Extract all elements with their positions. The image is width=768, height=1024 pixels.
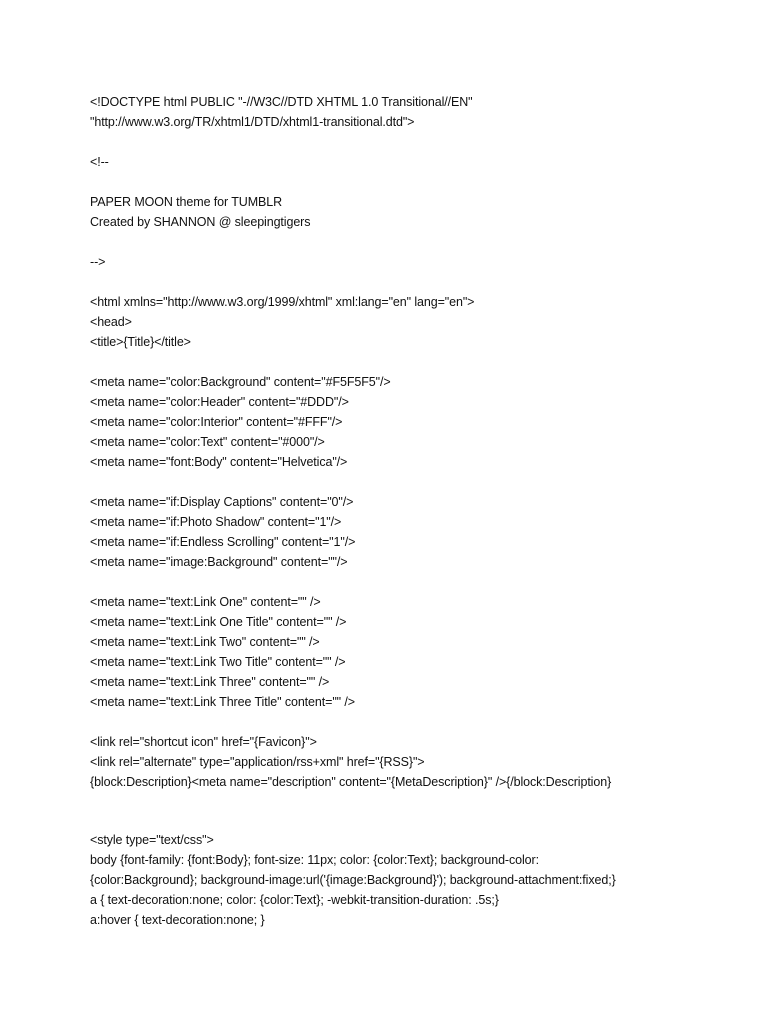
- code-listing: [90, 92, 750, 930]
- blank-line: [90, 132, 750, 152]
- code-line: <meta name="if:Display Captions" content="0"/>: [90, 495, 354, 509]
- code-line: <html xmlns="http://www.w3.org/1999/xhtml" xml:lang="en" lang="en">: [90, 295, 475, 309]
- code-line: <meta name="text:Link Two" content="" />: [90, 635, 320, 649]
- code-line: <meta name="font:Body" content="Helvetica"/>: [90, 455, 348, 469]
- code-line: <meta name="text:Link Two Title" content="" />: [90, 655, 346, 669]
- blank-line: [90, 172, 750, 192]
- code-line: <link rel="alternate" type="application/rss+xml" href="{RSS}">: [90, 755, 425, 769]
- blank-line: [90, 352, 750, 372]
- code-line: <!--: [90, 155, 109, 169]
- code-line: a { text-decoration:none; color: {color:Text}; -webkit-transition-duration: .5s;}: [90, 893, 499, 907]
- code-line: <meta name="if:Photo Shadow" content="1"/>: [90, 515, 342, 529]
- blank-line: [90, 712, 750, 732]
- code-line: <meta name="text:Link Three Title" content="" />: [90, 695, 355, 709]
- code-line: Created by SHANNON @ sleepingtigers: [90, 215, 311, 229]
- code-line: {color:Background}; background-image:url('{image:Background}'); background-attachment:fixed;}: [90, 873, 616, 887]
- code-line: <link rel="shortcut icon" href="{Favicon}">: [90, 735, 317, 749]
- code-line: <title>{Title}</title>: [90, 335, 191, 349]
- code-line: PAPER MOON theme for TUMBLR: [90, 195, 283, 209]
- code-line: <meta name="color:Text" content="#000"/>: [90, 435, 325, 449]
- code-line: <meta name="text:Link One Title" content="" />: [90, 615, 347, 629]
- code-line: <style type="text/css">: [90, 833, 214, 847]
- blank-line: [90, 572, 750, 592]
- code-line: body {font-family: {font:Body}; font-size: 11px; color: {color:Text}; background-color:: [90, 853, 539, 867]
- code-line: <!DOCTYPE html PUBLIC "-//W3C//DTD XHTML 1.0 Transitional//EN": [90, 95, 473, 109]
- code-line: <meta name="color:Interior" content="#FFF"/>: [90, 415, 343, 429]
- code-line: -->: [90, 255, 106, 269]
- code-line: a:hover { text-decoration:none; }: [90, 913, 265, 927]
- blank-line: [90, 232, 750, 252]
- code-line: {block:Description}<meta name="description" content="{MetaDescription}" />{/block:Description}: [90, 775, 612, 789]
- code-line: <meta name="if:Endless Scrolling" content="1"/>: [90, 535, 356, 549]
- code-line: <meta name="color:Header" content="#DDD"/>: [90, 395, 349, 409]
- code-line: <meta name="text:Link Three" content="" />: [90, 675, 330, 689]
- blank-line: [90, 272, 750, 292]
- blank-line: [90, 472, 750, 492]
- code-line: <meta name="image:Background" content=""/>: [90, 555, 348, 569]
- code-line: <head>: [90, 315, 132, 329]
- code-line: <meta name="color:Background" content="#F5F5F5"/>: [90, 375, 391, 389]
- code-line: <meta name="text:Link One" content="" />: [90, 595, 321, 609]
- code-line: "http://www.w3.org/TR/xhtml1/DTD/xhtml1-transitional.dtd">: [90, 115, 415, 129]
- blank-line: [90, 792, 750, 830]
